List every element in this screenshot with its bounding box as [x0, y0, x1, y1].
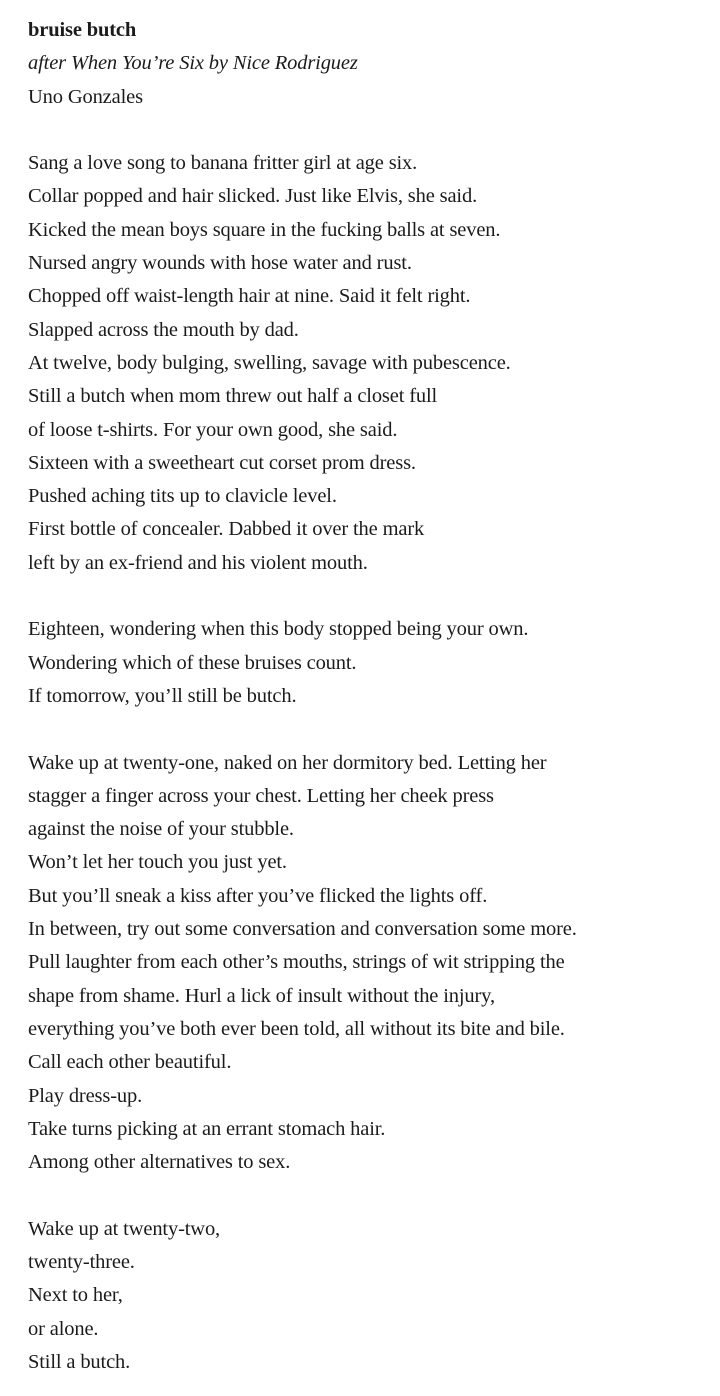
- poem-line: Next to her,: [28, 1284, 123, 1307]
- poem-line: Chopped off waist-length hair at nine. Said it felt right.: [28, 285, 471, 308]
- stanza-3: [28, 747, 720, 1180]
- stanza-2: [28, 613, 720, 713]
- poem-line: Sixteen with a sweetheart cut corset prom dress.: [28, 451, 416, 474]
- stanza-4: [28, 1213, 720, 1379]
- poem-line: against the noise of your stubble.: [28, 818, 294, 841]
- poem-line: Eighteen, wondering when this body stopped being your own.: [28, 618, 529, 641]
- poem-line: Call each other beautiful.: [28, 1051, 232, 1074]
- poem-line: Among other alternatives to sex.: [28, 1151, 291, 1174]
- poem-line: First bottle of concealer. Dabbed it over the mark: [28, 518, 425, 541]
- poem-line: shape from shame. Hurl a lick of insult without the injury,: [28, 984, 495, 1007]
- stanza-separator: [28, 114, 720, 147]
- poem-line: Still a butch.: [28, 1350, 131, 1373]
- poem-line: Wake up at twenty-one, naked on her dormitory bed. Letting her: [28, 751, 547, 774]
- poem-line: or alone.: [28, 1317, 99, 1340]
- poem-line: stagger a finger across your chest. Letting her cheek press: [28, 784, 494, 807]
- poem-line: Slapped across the mouth by dad.: [28, 318, 299, 341]
- poem-title: bruise butch: [28, 19, 137, 41]
- poem-line: Still a butch when mom threw out half a closet full: [28, 385, 438, 408]
- poem-line: But you’ll sneak a kiss after you’ve flicked the lights off.: [28, 884, 488, 907]
- stanza-separator: [28, 580, 720, 613]
- poem-line: Kicked the mean boys square in the fucking balls at seven.: [28, 218, 501, 241]
- poem-author: Uno Gonzales: [28, 85, 143, 108]
- poem-epigraph: after When You’re Six by Nice Rodriguez: [28, 52, 358, 75]
- poem-line: Take turns picking at an errant stomach hair.: [28, 1117, 386, 1140]
- stanza-1: [28, 147, 720, 580]
- poem-line: twenty-three.: [28, 1250, 135, 1273]
- stanza-separator: [28, 1179, 720, 1212]
- poem-line: everything you’ve both ever been told, all without its bite and bile.: [28, 1017, 565, 1040]
- poem-line: left by an ex-friend and his violent mouth.: [28, 551, 368, 574]
- poem-line: Wake up at twenty-two,: [28, 1217, 221, 1240]
- poem-line: If tomorrow, you’ll still be butch.: [28, 684, 297, 707]
- poem-header: [28, 14, 720, 114]
- poem-line: Won’t let her touch you just yet.: [28, 851, 287, 874]
- poem-line: Nursed angry wounds with hose water and rust.: [28, 252, 412, 275]
- poem-line: In between, try out some conversation and conversation some more.: [28, 918, 577, 941]
- poem-line: Wondering which of these bruises count.: [28, 651, 357, 674]
- poem-line: Collar popped and hair slicked. Just like Elvis, she said.: [28, 185, 478, 208]
- poem-line: Play dress-up.: [28, 1084, 143, 1107]
- poem-line: Pushed aching tits up to clavicle level.: [28, 485, 337, 508]
- poem-line: of loose t-shirts. For your own good, she said.: [28, 418, 398, 441]
- poem-line: Sang a love song to banana fritter girl at age six.: [28, 152, 418, 175]
- stanza-separator: [28, 713, 720, 746]
- poem-line: At twelve, body bulging, swelling, savage with pubescence.: [28, 351, 511, 374]
- poem-line: Pull laughter from each other’s mouths, strings of wit stripping the: [28, 951, 565, 974]
